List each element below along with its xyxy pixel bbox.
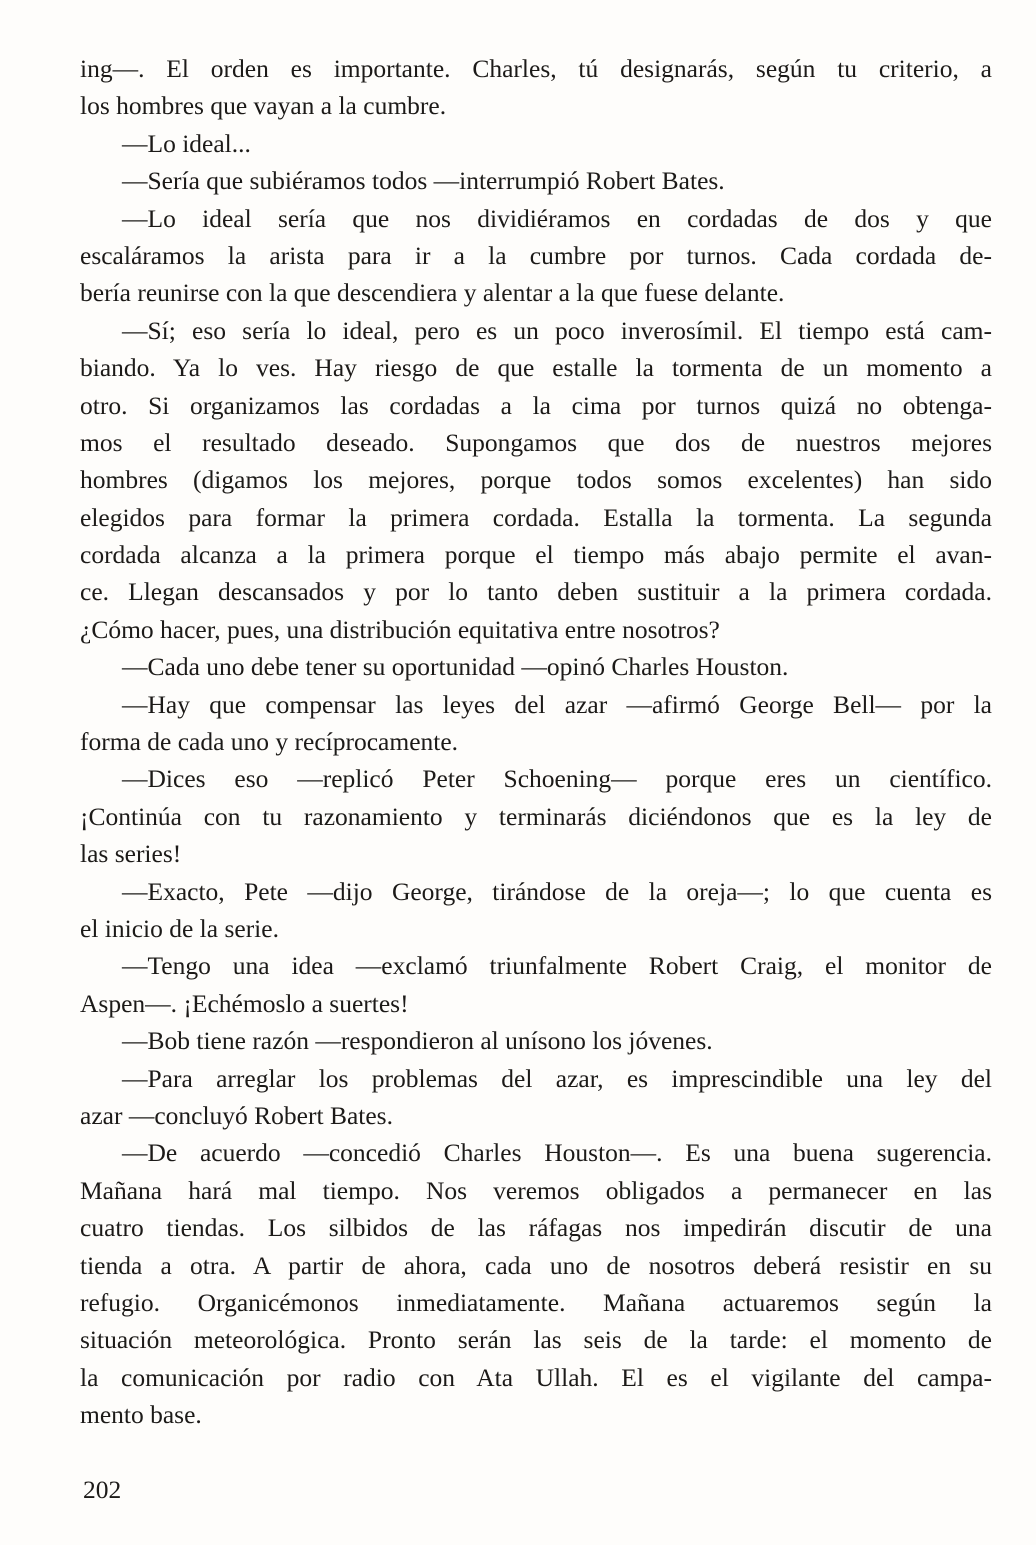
text-line: —Cada uno debe tener su oportunidad —opinó Charles Houston. xyxy=(122,652,789,682)
text-line: cordada alcanza a la primera porque el tiempo más abajo permite el avan- xyxy=(80,540,992,570)
text-line: ¡Continúa con tu razonamiento y terminarás diciéndonos que es la ley de xyxy=(80,801,992,831)
text-line: mos el resultado deseado. Supongamos que dos de nuestros mejores xyxy=(80,427,992,457)
text-line: azar —concluyó Robert Bates. xyxy=(80,1100,393,1130)
text-line: hombres (digamos los mejores, porque todos somos excelentes) han sido xyxy=(80,465,992,495)
text-line: elegidos para formar la primera cordada. Estalla la tormenta. La segunda xyxy=(80,502,992,532)
page-number: 202 xyxy=(83,1475,122,1504)
text-line: forma de cada uno y recíprocamente. xyxy=(80,727,459,757)
text-line: el inicio de la serie. xyxy=(80,913,279,943)
text-line: —Dices eso —replicó Peter Schoening— porque eres un científico. xyxy=(122,764,992,794)
text-line: otro. Si organizamos las cordadas a la cima por turnos quizá no obtenga- xyxy=(80,390,992,420)
page-body xyxy=(80,50,992,1433)
text-line: las series! xyxy=(80,839,182,869)
text-line: escaláramos la arista para ir a la cumbre por turnos. Cada cordada de- xyxy=(80,240,992,270)
text-line: biando. Ya lo ves. Hay riesgo de que estalle la tormenta de un momento a xyxy=(80,353,992,383)
text-line: los hombres que vayan a la cumbre. xyxy=(80,91,447,121)
text-line: —De acuerdo —concedió Charles Houston—. Es una buena sugerencia. xyxy=(122,1138,992,1168)
text-line: Mañana hará mal tiempo. Nos veremos obligados a permanecer en las xyxy=(80,1175,992,1205)
text-line: ce. Llegan descansados y por lo tanto deben sustituir a la primera cordada. xyxy=(80,577,992,607)
text-line: tienda a otra. A partir de ahora, cada uno de nosotros deberá resistir en su xyxy=(80,1250,992,1280)
text-line: —Exacto, Pete —dijo George, tirándose de la oreja—; lo que cuenta es xyxy=(122,876,992,906)
text-line: mento base. xyxy=(80,1400,202,1430)
text-line: —Para arreglar los problemas del azar, es imprescindible una ley del xyxy=(122,1063,992,1093)
text-line: situación meteorológica. Pronto serán las seis de la tarde: el momento de xyxy=(80,1325,992,1355)
text-line: refugio. Organicémonos inmediatamente. Mañana actuaremos según la xyxy=(80,1287,992,1317)
text-line: —Hay que compensar las leyes del azar —afirmó George Bell— por la xyxy=(122,689,992,719)
text-line: ing—. El orden es importante. Charles, tú designarás, según tu criterio, a xyxy=(80,54,992,83)
text-line: —Sería que subiéramos todos —interrumpió Robert Bates. xyxy=(122,166,725,196)
text-line: —Tengo una idea —exclamó triunfalmente Robert Craig, el monitor de xyxy=(122,951,992,981)
text-line: la comunicación por radio con Ata Ullah. El es el vigilante del campa- xyxy=(80,1362,992,1392)
text-line: —Lo ideal... xyxy=(122,128,251,158)
text-line: ¿Cómo hacer, pues, una distribución equitativa entre nosotros? xyxy=(80,614,720,644)
text-line: —Sí; eso sería lo ideal, pero es un poco inverosímil. El tiempo está cam- xyxy=(122,315,992,345)
text-line: cuatro tiendas. Los silbidos de las ráfagas nos impedirán discutir de una xyxy=(80,1213,992,1243)
text-line: Aspen—. ¡Echémoslo a suertes! xyxy=(80,988,409,1018)
text-line: —Bob tiene razón —respondieron al unísono los jóvenes. xyxy=(122,1026,713,1056)
text-line: bería reunirse con la que descendiera y alentar a la que fuese delante. xyxy=(80,278,785,308)
text-line: —Lo ideal sería que nos dividiéramos en cordadas de dos y que xyxy=(122,203,992,233)
